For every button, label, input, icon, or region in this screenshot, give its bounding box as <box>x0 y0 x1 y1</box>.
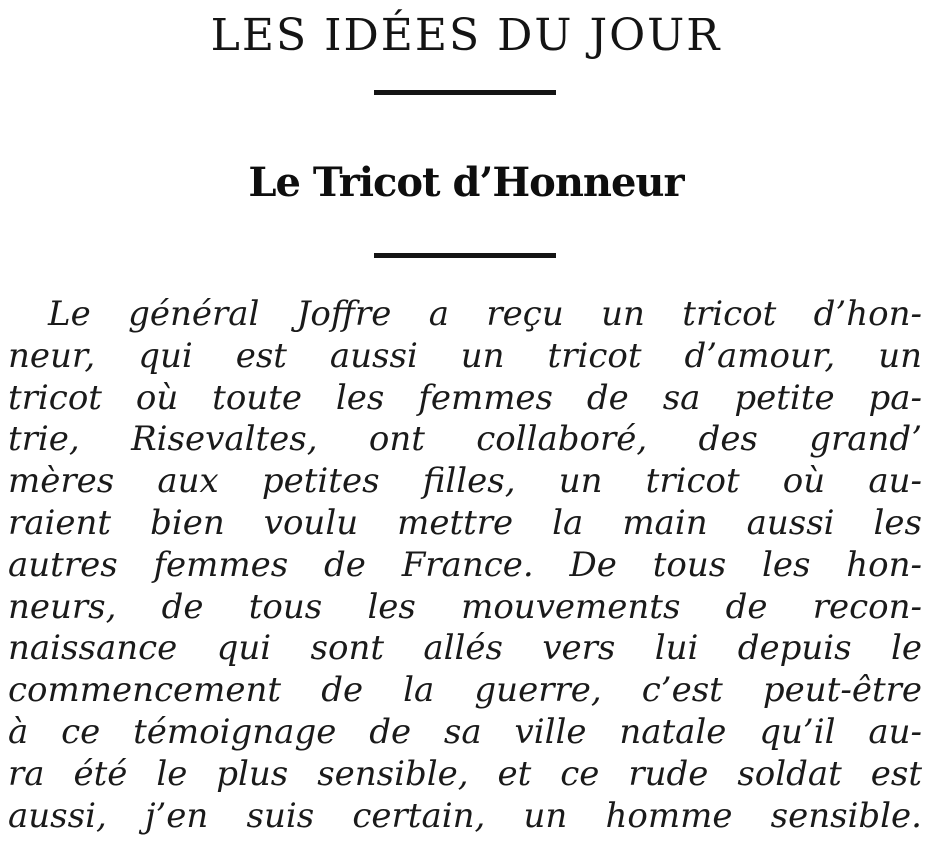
body-line: neur, qui est aussi un tricot d’amour, un <box>8 335 922 376</box>
body-line: ra été le plus sensible, et ce rude soldat est <box>8 753 922 794</box>
body-line: trie, Risevaltes, ont collaboré, des grand’ <box>8 419 922 460</box>
body-line: à ce témoignage de sa ville natale qu’il au- <box>8 711 922 752</box>
body-line: neurs, de tous les mouvements de recon- <box>8 586 922 627</box>
body-line: Le général Joffre a reçu un tricot d’hon- <box>48 294 922 334</box>
body-line: autres femmes de France. De tous les hon- <box>8 544 922 585</box>
body-line: mères aux petites filles, un tricot où au- <box>8 461 922 502</box>
top-divider-rule <box>374 90 556 95</box>
article-headline: Le Tricot d’Honneur <box>248 159 684 206</box>
body-line: commencement de la guerre, c’est peut-être <box>8 670 922 711</box>
body-line: tricot où toute les femmes de sa petite pa- <box>8 377 922 418</box>
bottom-divider-rule <box>374 253 556 258</box>
article-body <box>8 294 922 837</box>
body-line: raient bien voulu mettre la main aussi les <box>8 502 922 543</box>
section-kicker: LES IDÉES DU JOUR <box>210 10 722 61</box>
body-line: naissance qui sont allés vers lui depuis le <box>8 628 922 669</box>
body-line: aussi, j’en suis certain, un homme sensible. <box>8 795 922 836</box>
